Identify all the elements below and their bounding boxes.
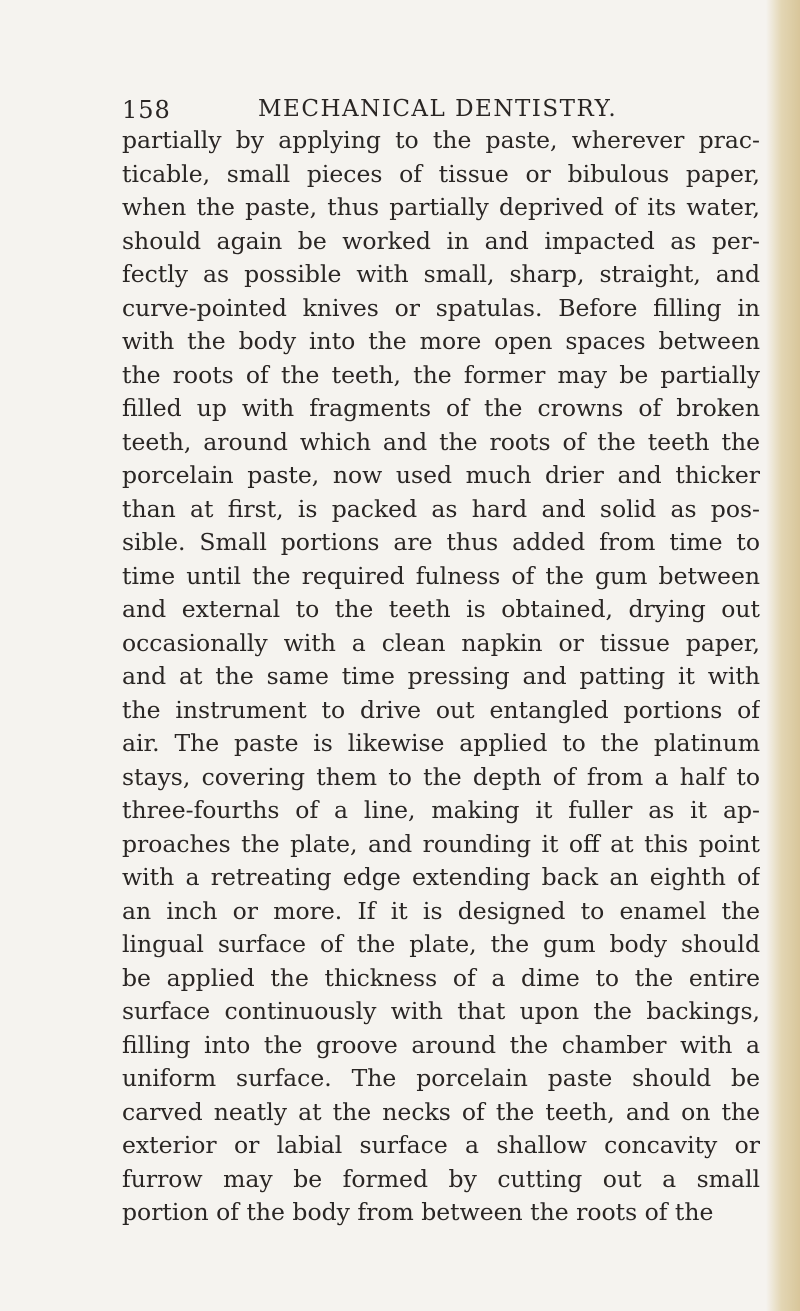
page-number: 158: [122, 96, 171, 124]
text-line: stays, covering them to the depth of from a half to: [122, 762, 760, 791]
text-line: fectly as possible with small, sharp, straight, and: [122, 260, 760, 288]
text-line: and at the same time pressing and patting it with: [122, 662, 760, 690]
text-line: lingual surface of the plate, the gum body should: [122, 930, 760, 958]
text-line: with the body into the more open spaces between: [122, 327, 760, 355]
text-line: portion of the body from between the roots of the: [122, 1198, 714, 1226]
text-line: porcelain paste, now used much drier and thicker: [122, 461, 760, 489]
text-line: three-fourths of a line, making it fuller as it ap-: [122, 796, 760, 824]
text-line: should again be worked in and impacted as per-: [122, 226, 760, 255]
text-line: air. The paste is likewise applied to the platinum: [122, 729, 760, 757]
text-line: partially by applying to the paste, wherever prac-: [122, 126, 760, 154]
text-line: ticable, small pieces of tissue or bibulous paper,: [122, 159, 760, 188]
text-line: uniform surface. The porcelain paste should be: [122, 1064, 760, 1092]
text-line: than at first, is packed as hard and solid as pos-: [122, 494, 760, 523]
text-line: the roots of the teeth, the former may be partially: [122, 360, 760, 389]
text-line: the instrument to drive out entangled portions of: [122, 695, 760, 724]
text-line: with a retreating edge extending back an eighth of: [122, 863, 760, 891]
text-line: filling into the groove around the chamber with a: [122, 1030, 760, 1059]
text-line: and external to the teeth is obtained, drying out: [122, 595, 760, 623]
text-line: time until the required fulness of the gum between: [122, 561, 760, 590]
text-line: filled up with fragments of the crowns of broken: [122, 394, 760, 422]
text-line: when the paste, thus partially deprived of its water,: [122, 193, 760, 221]
text-line: an inch or more. If it is designed to enamel the: [122, 896, 760, 925]
text-line: curve-pointed knives or spatulas. Before filling in: [122, 293, 760, 322]
text-line: occasionally with a clean napkin or tissue paper,: [122, 628, 760, 657]
text-line: teeth, around which and the roots of the teeth the: [122, 427, 760, 456]
body-text: [122, 124, 760, 1230]
running-title: MECHANICAL DENTISTRY.: [258, 96, 618, 122]
text-line: be applied the thickness of a dime to the entire: [122, 963, 760, 992]
text-line: proaches the plate, and rounding it off at this point: [122, 829, 760, 858]
page-edge-discoloration: [766, 0, 800, 1311]
text-line: furrow may be formed by cutting out a small: [122, 1164, 760, 1193]
text-line: sible. Small portions are thus added from time to: [122, 528, 760, 556]
text-line: surface continuously with that upon the backings,: [122, 997, 760, 1025]
text-line: carved neatly at the necks of the teeth, and on the: [122, 1097, 760, 1126]
text-line: exterior or labial surface a shallow concavity or: [122, 1131, 760, 1159]
